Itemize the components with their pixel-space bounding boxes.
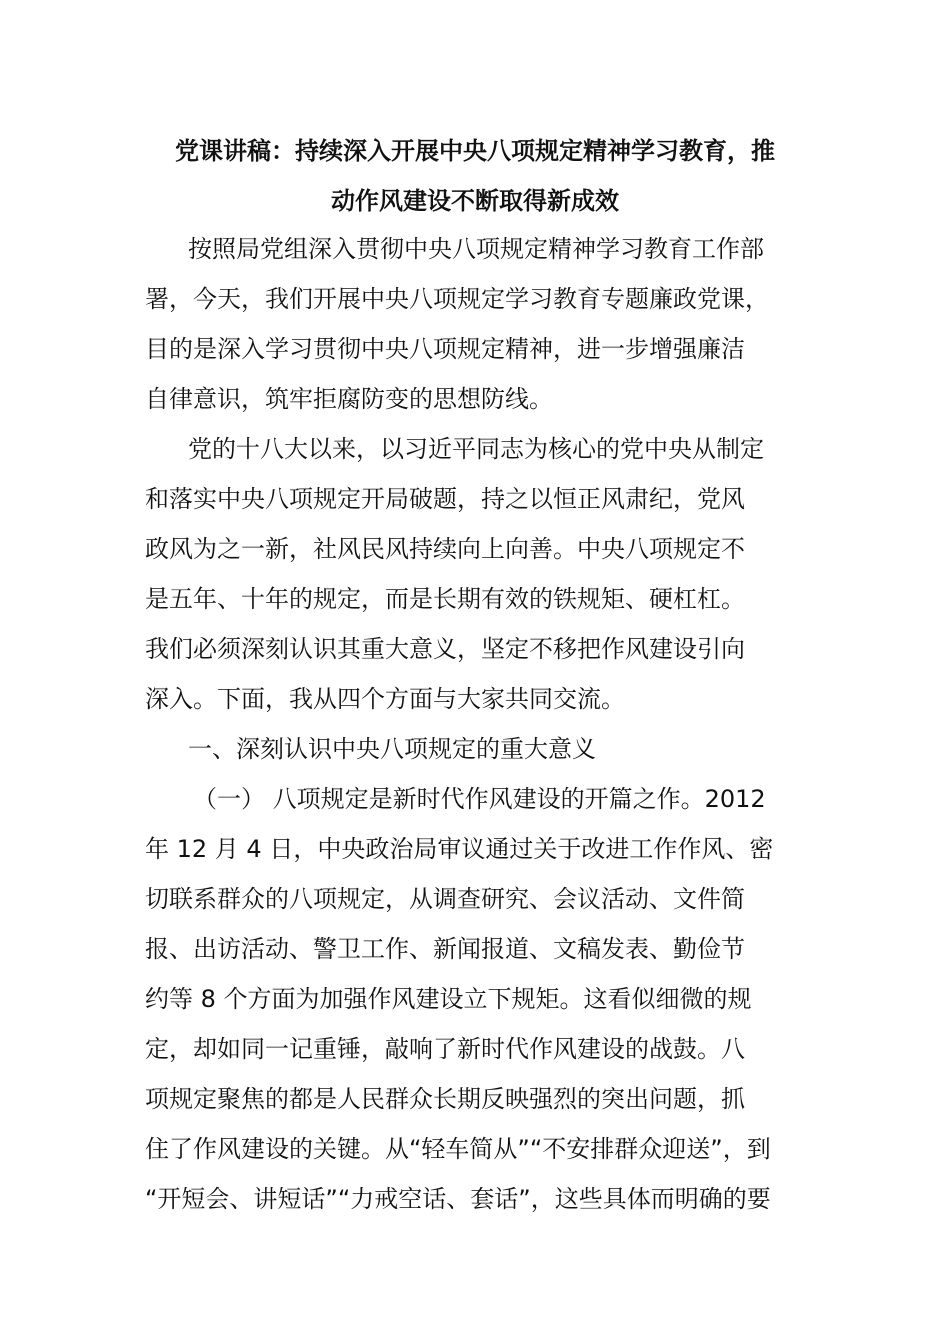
paragraph-3-line-9: “开短会、讲短话”“力戒空话、套话”，这些具体而明确的要: [145, 1185, 771, 1213]
paragraph-2-line-6: 深入。下面，我从四个方面与大家共同交流。: [145, 685, 625, 713]
paragraph-3-line-5: 约等 8 个方面为加强作风建设立下规矩。这看似细微的规: [145, 985, 752, 1013]
paragraph-1-line-3: 目的是深入学习贯彻中央八项规定精神，进一步增强廉洁: [145, 335, 745, 363]
paragraph-3-line-3: 切联系群众的八项规定，从调查研究、会议活动、文件简: [145, 885, 745, 913]
paragraph-3-line-8: 住了作风建设的关键。从“轻车简从”“不安排群众迎送”，到: [145, 1135, 771, 1163]
paragraph-3-line-2: 年 12 月 4 日，中央政治局审议通过关于改进工作作风、密: [145, 835, 774, 863]
paragraph-2-line-5: 我们必须深刻认识其重大意义，坚定不移把作风建设引向: [145, 635, 745, 663]
paragraph-2-line-3: 政风为之一新，社风民风持续向上向善。中央八项规定不: [145, 535, 745, 563]
document-title-line-1: 党课讲稿：持续深入开展中央八项规定精神学习教育，推: [175, 137, 775, 165]
paragraph-3-line-6: 定，却如同一记重锤，敲响了新时代作风建设的战鼓。八: [145, 1035, 745, 1063]
document-title-line-2: 动作风建设不断取得新成效: [331, 187, 619, 215]
paragraph-3-line-1: （一） 八项规定是新时代作风建设的开篇之作。2012: [193, 785, 766, 813]
paragraph-1-line-1: 按照局党组深入贯彻中央八项规定精神学习教育工作部: [188, 235, 764, 263]
paragraph-1-line-4: 自律意识，筑牢拒腐防变的思想防线。: [145, 385, 553, 413]
paragraph-3-line-4: 报、出访活动、警卫工作、新闻报道、文稿发表、勤俭节: [145, 935, 745, 963]
section-heading-1: 一、深刻认识中央八项规定的重大意义: [188, 735, 596, 763]
paragraph-2-line-2: 和落实中央八项规定开局破题，持之以恒正风肃纪，党风: [145, 485, 745, 513]
paragraph-3-line-7: 项规定聚焦的都是人民群众长期反映强烈的突出问题，抓: [145, 1085, 745, 1113]
paragraph-1-line-2: 署，今天，我们开展中央八项规定学习教育专题廉政党课，: [145, 285, 769, 313]
paragraph-2-line-4: 是五年、十年的规定，而是长期有效的铁规矩、硬杠杠。: [145, 585, 745, 613]
paragraph-2-line-1: 党的十八大以来，以习近平同志为核心的党中央从制定: [188, 435, 764, 463]
